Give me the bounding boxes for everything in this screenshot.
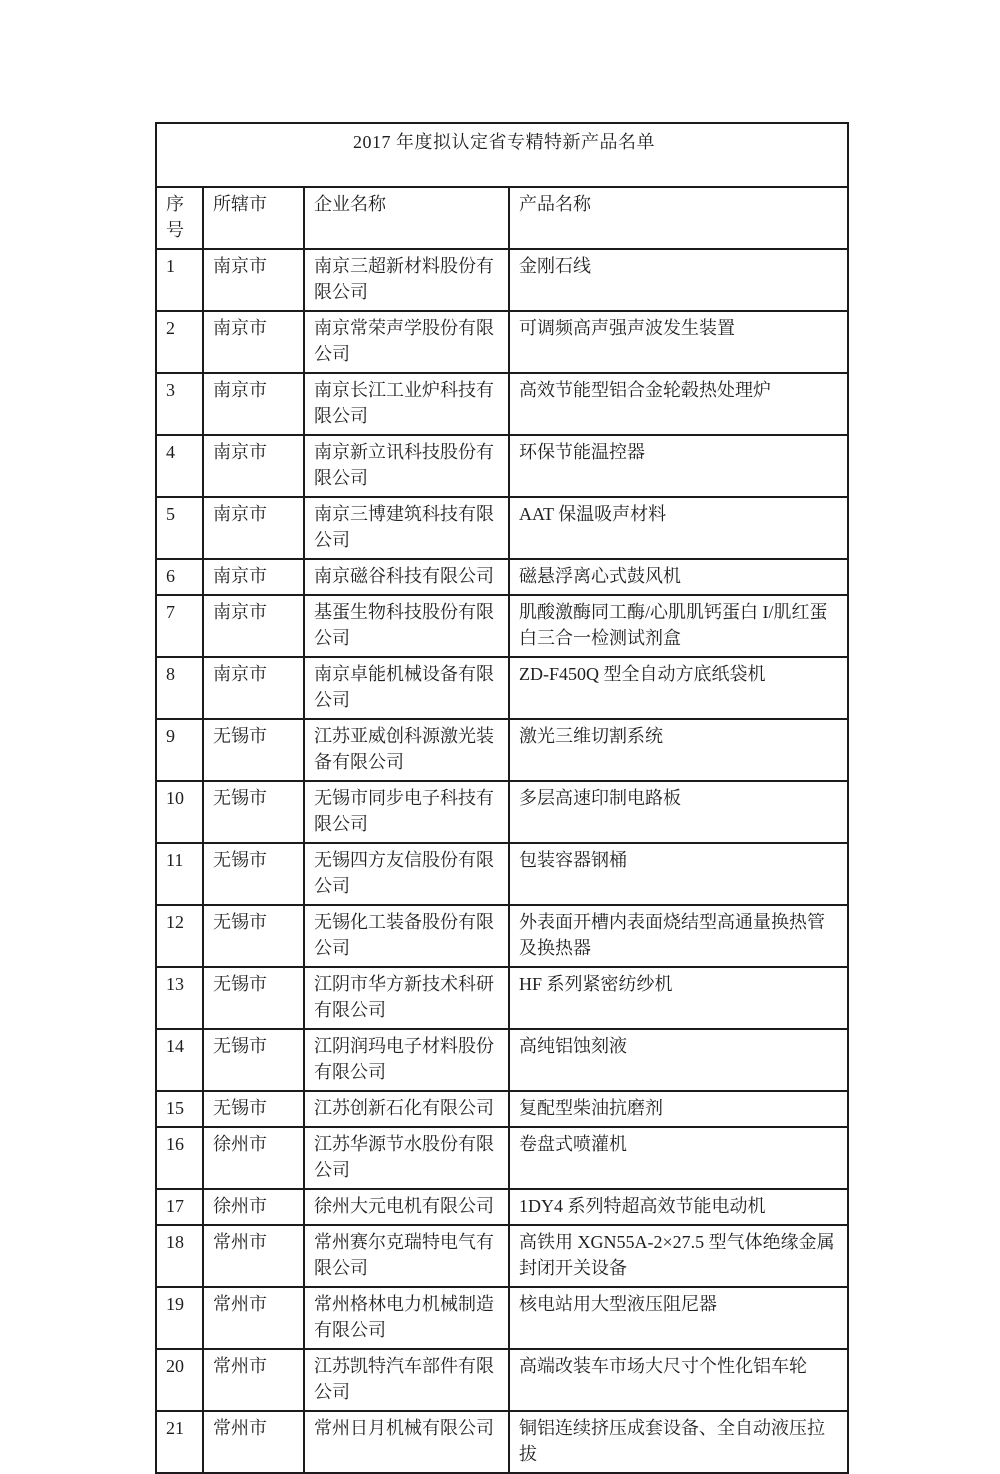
cell-index: 18: [156, 1225, 203, 1287]
table-row: [156, 595, 848, 657]
title-row: [156, 123, 848, 187]
cell-company: 徐州大元电机有限公司: [304, 1189, 509, 1225]
table-row: [156, 559, 848, 595]
cell-company: 江苏创新石化有限公司: [304, 1091, 509, 1127]
cell-city: 南京市: [203, 595, 304, 657]
table-row: [156, 719, 848, 781]
cell-product: 环保节能温控器: [509, 435, 848, 497]
cell-product: 核电站用大型液压阻尼器: [509, 1287, 848, 1349]
cell-index: 11: [156, 843, 203, 905]
cell-city: 常州市: [203, 1225, 304, 1287]
cell-index: 17: [156, 1189, 203, 1225]
cell-product: 1DY4 系列特超高效节能电动机: [509, 1189, 848, 1225]
cell-company: 南京新立讯科技股份有限公司: [304, 435, 509, 497]
table-row: [156, 1287, 848, 1349]
cell-company: 常州日月机械有限公司: [304, 1411, 509, 1473]
table-row: [156, 1225, 848, 1287]
cell-company: 常州赛尔克瑞特电气有限公司: [304, 1225, 509, 1287]
cell-index: 5: [156, 497, 203, 559]
cell-company: 南京磁谷科技有限公司: [304, 559, 509, 595]
cell-product: 激光三维切割系统: [509, 719, 848, 781]
cell-index: 7: [156, 595, 203, 657]
cell-product: 金刚石线: [509, 249, 848, 311]
column-header-product: 产品名称: [509, 187, 848, 249]
cell-city: 常州市: [203, 1411, 304, 1473]
cell-index: 3: [156, 373, 203, 435]
cell-product: AAT 保温吸声材料: [509, 497, 848, 559]
cell-city: 南京市: [203, 249, 304, 311]
table-row: [156, 1189, 848, 1225]
cell-product: 外表面开槽内表面烧结型高通量换热管及换热器: [509, 905, 848, 967]
cell-city: 无锡市: [203, 905, 304, 967]
column-header-index: 序号: [156, 187, 203, 249]
cell-city: 无锡市: [203, 967, 304, 1029]
cell-index: 15: [156, 1091, 203, 1127]
cell-city: 南京市: [203, 435, 304, 497]
cell-product: 复配型柴油抗磨剂: [509, 1091, 848, 1127]
cell-product: 磁悬浮离心式鼓风机: [509, 559, 848, 595]
table-row: [156, 657, 848, 719]
cell-company: 江苏亚威创科源激光装备有限公司: [304, 719, 509, 781]
cell-company: 无锡化工装备股份有限公司: [304, 905, 509, 967]
cell-index: 16: [156, 1127, 203, 1189]
column-header-company: 企业名称: [304, 187, 509, 249]
table-row: [156, 1091, 848, 1127]
table-row: [156, 249, 848, 311]
cell-city: 无锡市: [203, 843, 304, 905]
table-row: [156, 905, 848, 967]
table-row: [156, 497, 848, 559]
cell-index: 8: [156, 657, 203, 719]
cell-company: 南京三超新材料股份有限公司: [304, 249, 509, 311]
cell-city: 徐州市: [203, 1189, 304, 1225]
cell-index: 6: [156, 559, 203, 595]
cell-index: 10: [156, 781, 203, 843]
cell-index: 14: [156, 1029, 203, 1091]
cell-city: 南京市: [203, 657, 304, 719]
cell-city: 徐州市: [203, 1127, 304, 1189]
cell-company: 南京常荣声学股份有限公司: [304, 311, 509, 373]
cell-index: 2: [156, 311, 203, 373]
cell-company: 江苏凯特汽车部件有限公司: [304, 1349, 509, 1411]
cell-city: 南京市: [203, 497, 304, 559]
cell-product: 铜铝连续挤压成套设备、全自动液压拉拔: [509, 1411, 848, 1473]
cell-product: 高纯铝蚀刻液: [509, 1029, 848, 1091]
cell-index: 19: [156, 1287, 203, 1349]
table-row: [156, 967, 848, 1029]
cell-company: 无锡四方友信股份有限公司: [304, 843, 509, 905]
cell-product: 高效节能型铝合金轮毂热处理炉: [509, 373, 848, 435]
cell-company: 江阴润玛电子材料股份有限公司: [304, 1029, 509, 1091]
cell-product: 多层高速印制电路板: [509, 781, 848, 843]
cell-company: 南京长江工业炉科技有限公司: [304, 373, 509, 435]
cell-company: 江苏华源节水股份有限公司: [304, 1127, 509, 1189]
cell-index: 9: [156, 719, 203, 781]
table-row: [156, 1029, 848, 1091]
cell-product: 高端改装车市场大尺寸个性化铝车轮: [509, 1349, 848, 1411]
table-row: [156, 435, 848, 497]
document-title: 2017 年度拟认定省专精特新产品名单: [156, 123, 848, 187]
cell-company: 常州格林电力机械制造有限公司: [304, 1287, 509, 1349]
table-row: [156, 1411, 848, 1473]
header-row: [156, 187, 848, 249]
cell-company: 基蛋生物科技股份有限公司: [304, 595, 509, 657]
cell-company: 南京卓能机械设备有限公司: [304, 657, 509, 719]
column-header-city: 所辖市: [203, 187, 304, 249]
cell-company: 南京三博建筑科技有限公司: [304, 497, 509, 559]
cell-product: 可调频高声强声波发生装置: [509, 311, 848, 373]
table-row: [156, 373, 848, 435]
cell-index: 21: [156, 1411, 203, 1473]
table-row: [156, 311, 848, 373]
table-row: [156, 843, 848, 905]
cell-company: 无锡市同步电子科技有限公司: [304, 781, 509, 843]
cell-city: 无锡市: [203, 1091, 304, 1127]
cell-city: 常州市: [203, 1349, 304, 1411]
cell-index: 12: [156, 905, 203, 967]
cell-index: 20: [156, 1349, 203, 1411]
cell-city: 南京市: [203, 559, 304, 595]
cell-product: ZD-F450Q 型全自动方底纸袋机: [509, 657, 848, 719]
cell-index: 13: [156, 967, 203, 1029]
cell-city: 无锡市: [203, 719, 304, 781]
table-row: [156, 1349, 848, 1411]
cell-index: 4: [156, 435, 203, 497]
table-row: [156, 1127, 848, 1189]
cell-product: 高铁用 XGN55A-2×27.5 型气体绝缘金属封闭开关设备: [509, 1225, 848, 1287]
cell-company: 江阴市华方新技术科研有限公司: [304, 967, 509, 1029]
cell-city: 南京市: [203, 311, 304, 373]
cell-city: 无锡市: [203, 1029, 304, 1091]
cell-city: 常州市: [203, 1287, 304, 1349]
cell-product: 包装容器钢桶: [509, 843, 848, 905]
table-body: [156, 249, 848, 1473]
cell-city: 无锡市: [203, 781, 304, 843]
cell-city: 南京市: [203, 373, 304, 435]
cell-product: 卷盘式喷灌机: [509, 1127, 848, 1189]
cell-product: HF 系列紧密纺纱机: [509, 967, 848, 1029]
cell-index: 1: [156, 249, 203, 311]
product-list-table: [155, 122, 849, 1474]
table-row: [156, 781, 848, 843]
cell-product: 肌酸激酶同工酶/心肌肌钙蛋白 I/肌红蛋白三合一检测试剂盒: [509, 595, 848, 657]
